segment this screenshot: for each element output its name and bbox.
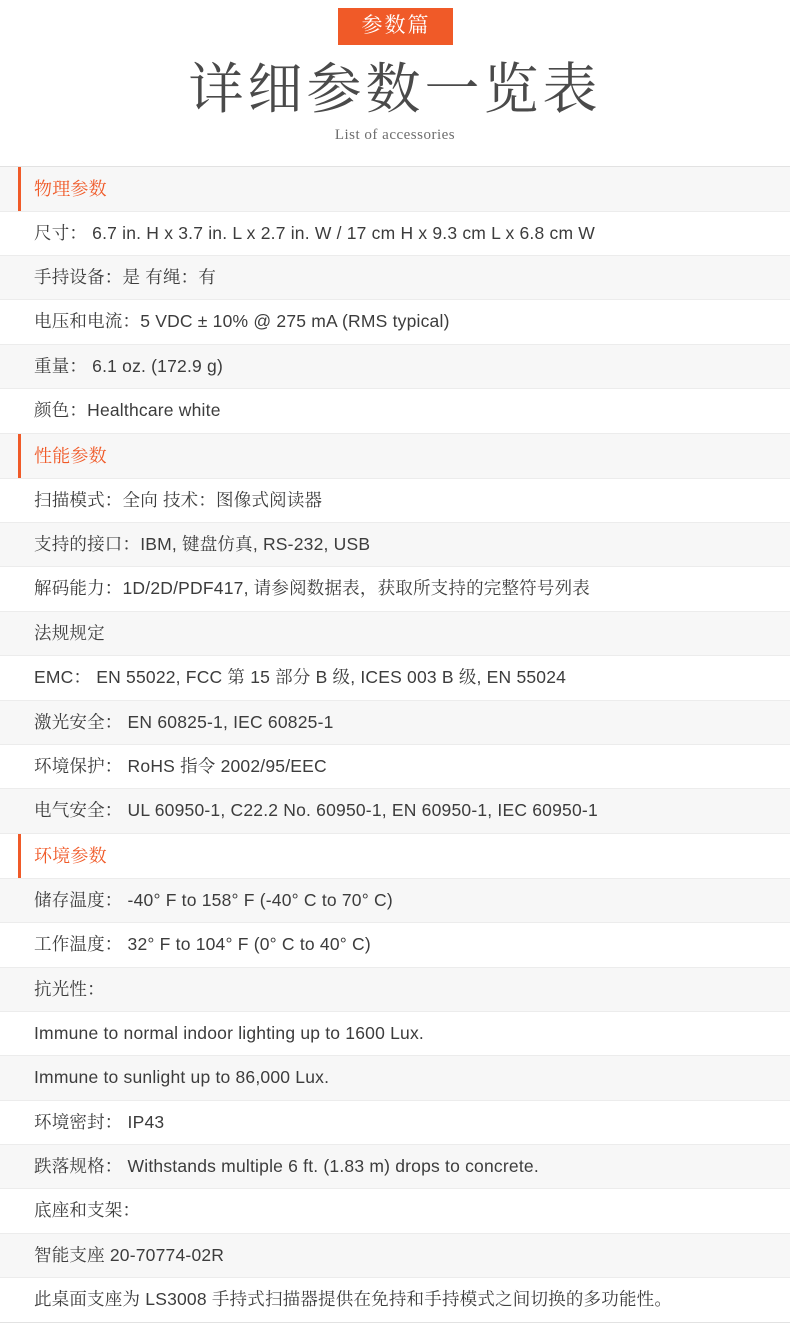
spec-row: 跌落规格： Withstands multiple 6 ft. (1.83 m) drops to concrete. xyxy=(0,1145,790,1189)
spec-row: 底座和支架： xyxy=(0,1189,790,1233)
spec-section-header: 环境参数 xyxy=(0,834,790,879)
spec-row: 手持设备：是 有绳：有 xyxy=(0,256,790,300)
spec-row: Immune to normal indoor lighting up to 1600 Lux. xyxy=(0,1012,790,1056)
section-badge: 参数篇 xyxy=(338,8,453,45)
spec-row: 法规规定 xyxy=(0,612,790,656)
spec-row: 智能支座 20-70774-02R xyxy=(0,1234,790,1278)
spec-row: 尺寸： 6.7 in. H x 3.7 in. L x 2.7 in. W / 17 cm H x 9.3 cm L x 6.8 cm W xyxy=(0,212,790,256)
spec-row: 储存温度： -40° F to 158° F (-40° C to 70° C) xyxy=(0,879,790,923)
spec-row: 支持的接口：IBM, 键盘仿真, RS-232, USB xyxy=(0,523,790,567)
spec-row: 颜色：Healthcare white xyxy=(0,389,790,433)
spec-row: 环境密封： IP43 xyxy=(0,1101,790,1145)
spec-row: 重量： 6.1 oz. (172.9 g) xyxy=(0,345,790,389)
page-header xyxy=(0,0,790,144)
spec-table xyxy=(0,166,790,1323)
spec-section-header: 物理参数 xyxy=(0,167,790,212)
spec-row: 扫描模式：全向 技术：图像式阅读器 xyxy=(0,479,790,523)
spec-row: 电气安全： UL 60950-1, C22.2 No. 60950-1, EN 60950-1, IEC 60950-1 xyxy=(0,789,790,833)
spec-row: 电压和电流：5 VDC ± 10% @ 275 mA (RMS typical) xyxy=(0,300,790,344)
spec-row: 激光安全： EN 60825-1, IEC 60825-1 xyxy=(0,701,790,745)
spec-row: Immune to sunlight up to 86,000 Lux. xyxy=(0,1056,790,1100)
spec-row: EMC： EN 55022, FCC 第 15 部分 B 级, ICES 003 B 级, EN 55024 xyxy=(0,656,790,700)
spec-row: 此桌面支座为 LS3008 手持式扫描器提供在免持和手持模式之间切换的多功能性。 xyxy=(0,1278,790,1321)
spec-section-header: 性能参数 xyxy=(0,434,790,479)
page-subtitle: List of accessories xyxy=(334,126,456,143)
spec-row: 环境保护： RoHS 指令 2002/95/EEC xyxy=(0,745,790,789)
spec-row: 解码能力：1D/2D/PDF417, 请参阅数据表，获取所支持的完整符号列表 xyxy=(0,567,790,611)
spec-row: 抗光性： xyxy=(0,968,790,1012)
page-title: 详细参数一览表 xyxy=(188,58,602,120)
spec-row: 工作温度： 32° F to 104° F (0° C to 40° C) xyxy=(0,923,790,967)
